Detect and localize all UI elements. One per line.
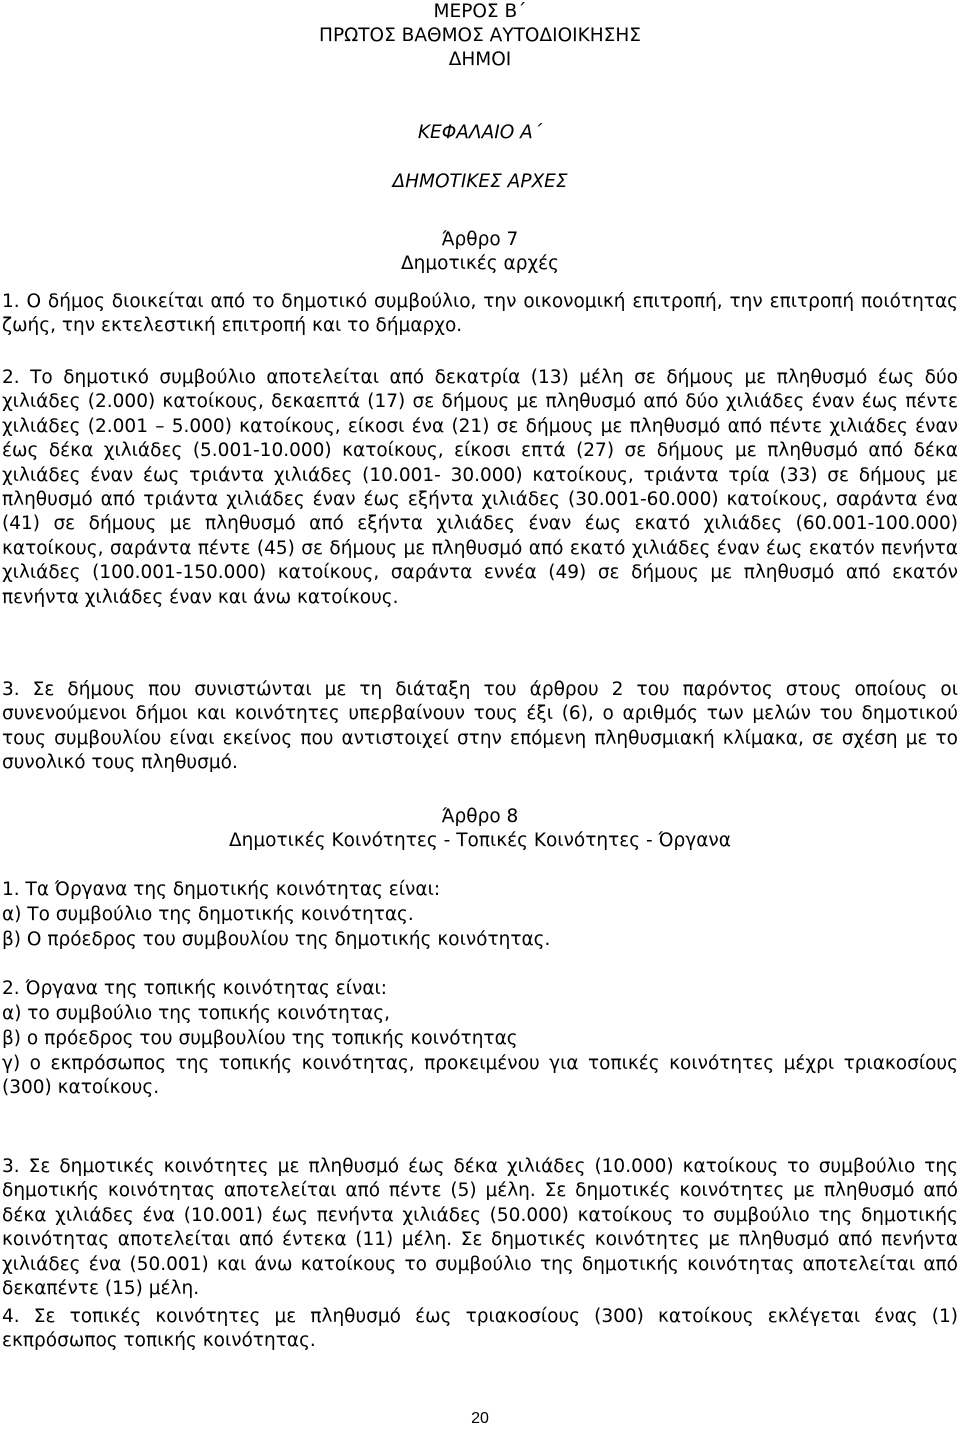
article-8-paragraph-3: 3. Σε δημοτικές κοινότητες με πληθυσμό έως δέκα χιλιάδες (10.000) κατοίκους το συμβούλιο της δημοτικής κοινότητας αποτελείται από πέντε (5) μέλη. Σε δημοτικές κοινότητες με πληθυσμό από δέκα χιλιάδες ένα (10.001) έως πενήντα χιλιάδες (50.000) κατοίκους το συμβούλιο της δημοτικής κοινότητας αποτελείται από έντεκα (11) μέλη. Σε δημοτικές κοινότητες με πληθυσμό από πενήντα χιλιάδες ένα (50.001) και άνω κατοίκους το συμβούλιο της δημοτικής κοινότητας αποτελείται από δεκαπέντε (15) μέλη. [2,1156,958,1300]
chapter-title: ΔΗΜΟΤΙΚΕΣ ΑΡΧΕΣ [392,171,568,192]
article-8-paragraph-2-item-b: β) ο πρόεδρος του συμβουλίου της τοπικής κοινότητας [2,1028,518,1049]
article-7-title: Δημοτικές αρχές [401,253,559,274]
article-8-title: Δημοτικές Κοινότητες - Τοπικές Κοινότητες - Όργανα [229,830,731,851]
article-8-number: Άρθρο 8 [441,806,519,827]
article-8-paragraph-2-item-a: α) το συμβούλιο της τοπικής κοινότητας, [2,1003,390,1024]
tier-heading: ΠΡΩΤΟΣ ΒΑΘΜΟΣ ΑΥΤΟΔΙΟΙΚΗΣΗΣ [319,25,641,46]
article-7-paragraph-1: 1. Ο δήμος διοικείται από το δημοτικό συμβούλιο, την οικονομική επιτροπή, την επιτροπή ποιότητας ζωής, την εκτελεστική επιτροπή και το δήμαρχο. [2,291,958,337]
article-8-paragraph-1-item-b: β) Ο πρόεδρος του συμβουλίου της δημοτικής κοινότητας. [2,929,551,950]
section-heading: ΔΗΜΟΙ [448,49,512,70]
article-7-number: Άρθρο 7 [441,229,519,250]
article-8-paragraph-1-intro: 1. Τα Όργανα της δημοτικής κοινότητας είναι: [2,879,441,900]
article-7-paragraph-3: 3. Σε δήμους που συνιστώνται με τη διάταξη του άρθρου 2 του παρόντος στους οποίους οι συνενούμενοι δήμοι και κοινότητες υπερβαίνουν τους έξι (6), ο αριθμός των μελών του δημοτικού τους συμβουλίου είναι εκείνος που αντιστοιχεί στην επόμενη πληθυσμιακή κλίμακα, σε σχέση με το συνολικό τους πληθυσμό. [2,679,958,774]
chapter-label: ΚΕΦΑΛΑΙΟ Α΄ [417,122,543,143]
article-7-paragraph-2: 2. Το δημοτικό συμβούλιο αποτελείται από δεκατρία (13) μέλη σε δήμους με πληθυσμό έως δύο χιλιάδες (2.000) κατοίκους, δεκαεπτά (17) σε δήμους με πληθυσμό από δύο χιλιάδες έναν έως πέντε χιλιάδες (2.001 – 5.000) κατοίκους, είκοσι ένα (21) σε δήμους με πληθυσμό από πέντε χιλιάδες έναν έως δέκα χιλιάδες (5.001-10.000) κατοίκους, είκοσι επτά (27) σε δήμους με πληθυσμό από δέκα χιλιάδες έναν έως τριάντα χιλιάδες (10.001- 30.000) κατοίκους, τριάντα τρία (33) σε δήμους με πληθυσμό από τριάντα χιλιάδες έναν έως εξήντα χιλιάδες (30.001-60.000) κατοίκους, σαράντα ένα (41) σε δήμους με πληθυσμό από εξήντα χιλιάδες έναν έως εκατό χιλιάδες (60.001-100.000) κατοίκους, σαράντα πέντε (45) σε δήμους με πληθυσμό από εκατό χιλιάδες έναν έως εκατόν πενήντα χιλιάδες (100.001-150.000) κατοίκους, σαράντα εννέα (49) σε δήμους με πληθυσμό από εκατόν πενήντα χιλιάδες έναν και άνω κατοίκους. [2,367,958,608]
part-heading: ΜΕΡΟΣ Β΄ [433,1,527,22]
article-8-paragraph-2-intro: 2. Όργανα της τοπικής κοινότητας είναι: [2,978,388,999]
article-8-paragraph-1-item-a: α) Το συμβούλιο της δημοτικής κοινότητας. [2,904,414,925]
page-number: 20 [471,1410,489,1427]
article-8-paragraph-4: 4. Σε τοπικές κοινότητες με πληθυσμό έως τριακοσίους (300) κατοίκους εκλέγεται ένας (1) εκπρόσωπος τοπικής κοινότητας. [2,1306,958,1352]
article-8-paragraph-2-item-c: γ) ο εκπρόσωπος της τοπικής κοινότητας, προκειμένου για τοπικές κοινότητες μέχρι τριακοσίους (300) κατοίκους. [2,1053,958,1099]
